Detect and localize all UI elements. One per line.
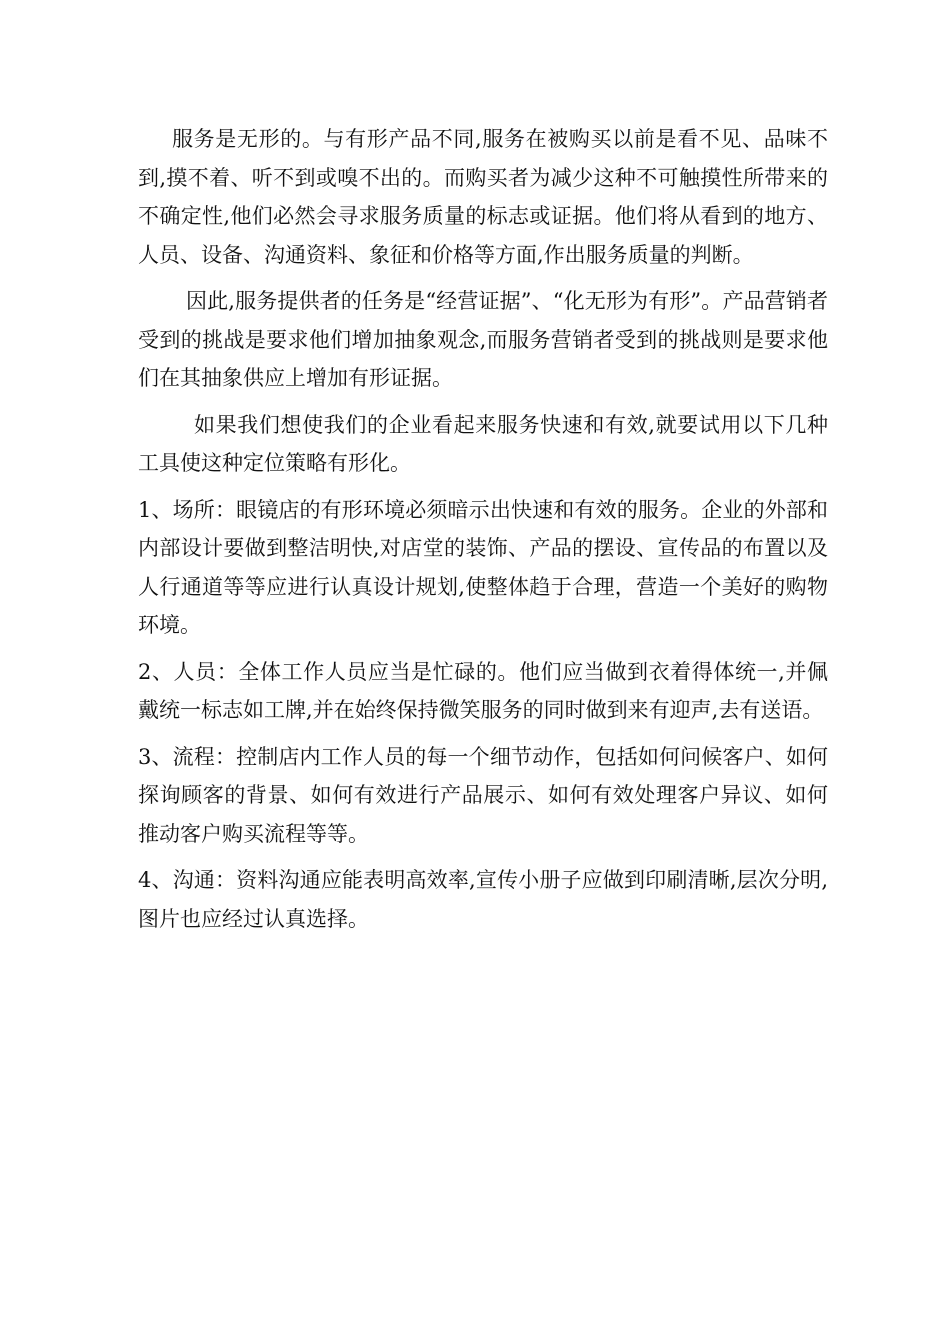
paragraph-intangible-service: 服务是无形的。与有形产品不同,服务在被购买以前是看不见、品味不到,摸不着、听不到或嗅不出的。而购买者为减少这种不可触摸性所带来的不确定性,他们必然会寻求服务质量的标志或证据。他们将从看到的地方、人员、设备、沟通资料、象征和价格等方面,作出服务质量的判断。	[138, 127, 828, 267]
list-item-people: 2、人员：全体工作人员应当是忙碌的。他们应当做到衣着得体统一,并佩戴统一标志如工牌,并在始终保持微笑服务的同时做到来有迎声,去有送语。	[138, 659, 828, 722]
paragraph-provider-task: 因此,服务提供者的任务是“经营证据”、“化无形为有形”。产品营销者受到的挑战是要求他们增加抽象观念,而服务营销者受到的挑战则是要求他们在其抽象供应上增加有形证据。	[138, 289, 828, 390]
list-item-communication: 4、沟通：资料沟通应能表明高效率,宣传小册子应做到印刷清晰,层次分明,图片也应经过认真选择。	[138, 868, 828, 931]
list-item-process: 3、流程：控制店内工作人员的每一个细节动作，包括如何问候客户、如何探询顾客的背景、如何有效进行产品展示、如何有效处理客户异议、如何推动客户购买流程等等。	[138, 744, 828, 846]
list-item-place: 1、场所：眼镜店的有形环境必须暗示出快速和有效的服务。企业的外部和内部设计要做到整洁明快,对店堂的装饰、产品的摆设、宣传品的布置以及人行通道等等应进行认真设计规划,使整体趋于合理，营造一个美好的购物环境。	[138, 497, 828, 637]
document-page	[138, 120, 828, 946]
paragraph-tools-intro: 如果我们想使我们的企业看起来服务快速和有效,就要试用以下几种工具使这种定位策略有形化。	[138, 412, 828, 475]
